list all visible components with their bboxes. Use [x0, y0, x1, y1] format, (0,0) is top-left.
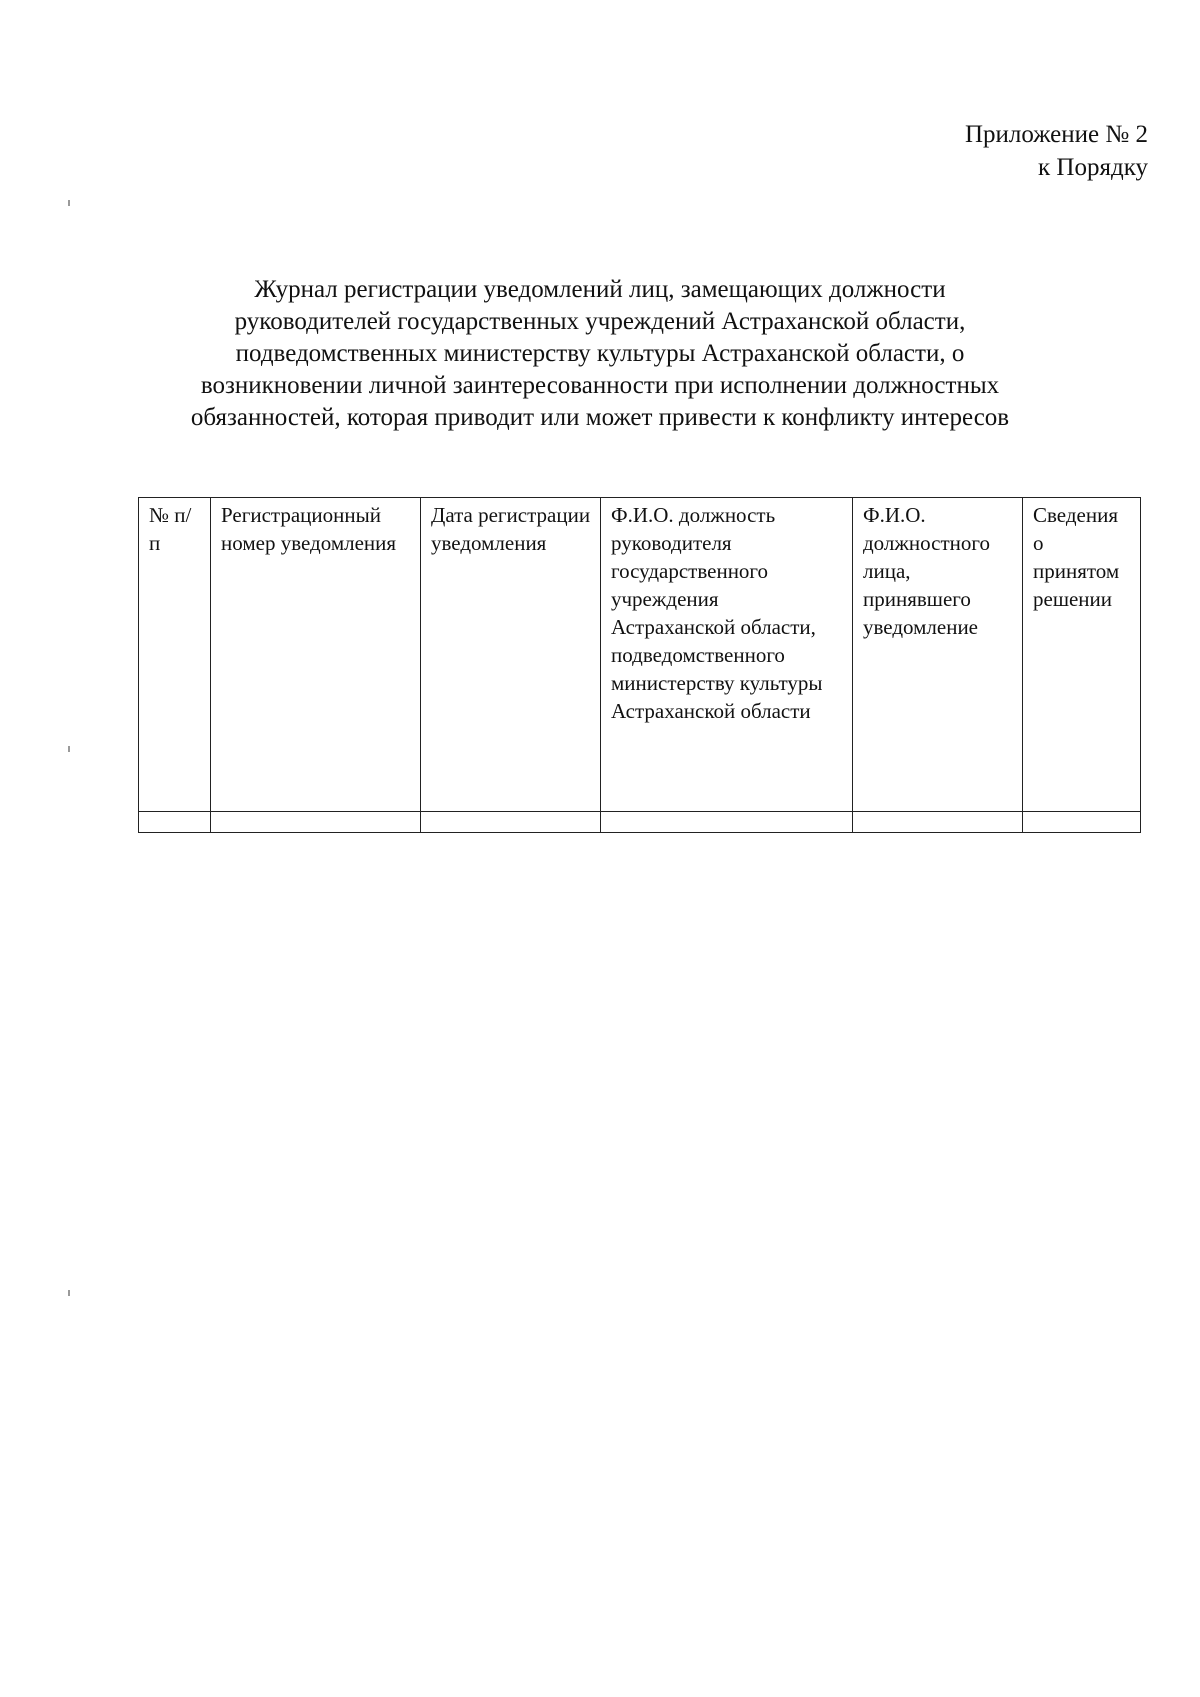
header-receiving-official: Ф.И.О. должностного лица, принявшего уведомление: [853, 498, 1023, 812]
title-line: обязанностей, которая приводит или может привести к конфликту интересов: [190, 404, 1010, 431]
title-line: руководителей государственных учреждений Астраханской области,: [234, 308, 966, 335]
header-head-name-position: Ф.И.О. должность руководителя государственного учреждения Астраханской области, подведомственного министерству культуры Астраханской области: [601, 498, 853, 812]
scan-speck: [68, 1290, 70, 1296]
table-body: [139, 812, 1141, 833]
header-number: № п/п: [139, 498, 211, 812]
header-row: [139, 498, 1141, 812]
annex-reference: к Порядку: [1038, 154, 1148, 181]
table-cell: [601, 812, 853, 833]
annex-label: [965, 118, 1148, 184]
table-cell: [211, 812, 421, 833]
annex-number: Приложение № 2: [964, 121, 1148, 148]
table-cell: [853, 812, 1023, 833]
table-header: [139, 498, 1141, 812]
header-decision-info: Сведения о принятом решении: [1023, 498, 1141, 812]
table-cell: [1023, 812, 1141, 833]
table-cell: [421, 812, 601, 833]
table-cell: [139, 812, 211, 833]
table-row: [139, 812, 1141, 833]
header-registration-number: Регистрационный номер уведомления: [211, 498, 421, 812]
document-title: [100, 274, 1100, 434]
scan-speck: [68, 200, 70, 206]
registration-journal-table: [138, 497, 1141, 833]
title-line: подведомственных министерству культуры Астраханской области, о: [235, 340, 965, 367]
title-line: возникновении личной заинтересованности при исполнении должностных: [200, 372, 1000, 399]
scan-speck: [68, 746, 70, 752]
title-line: Журнал регистрации уведомлений лиц, замещающих должности: [254, 276, 946, 303]
header-registration-date: Дата регистрации уведомления: [421, 498, 601, 812]
